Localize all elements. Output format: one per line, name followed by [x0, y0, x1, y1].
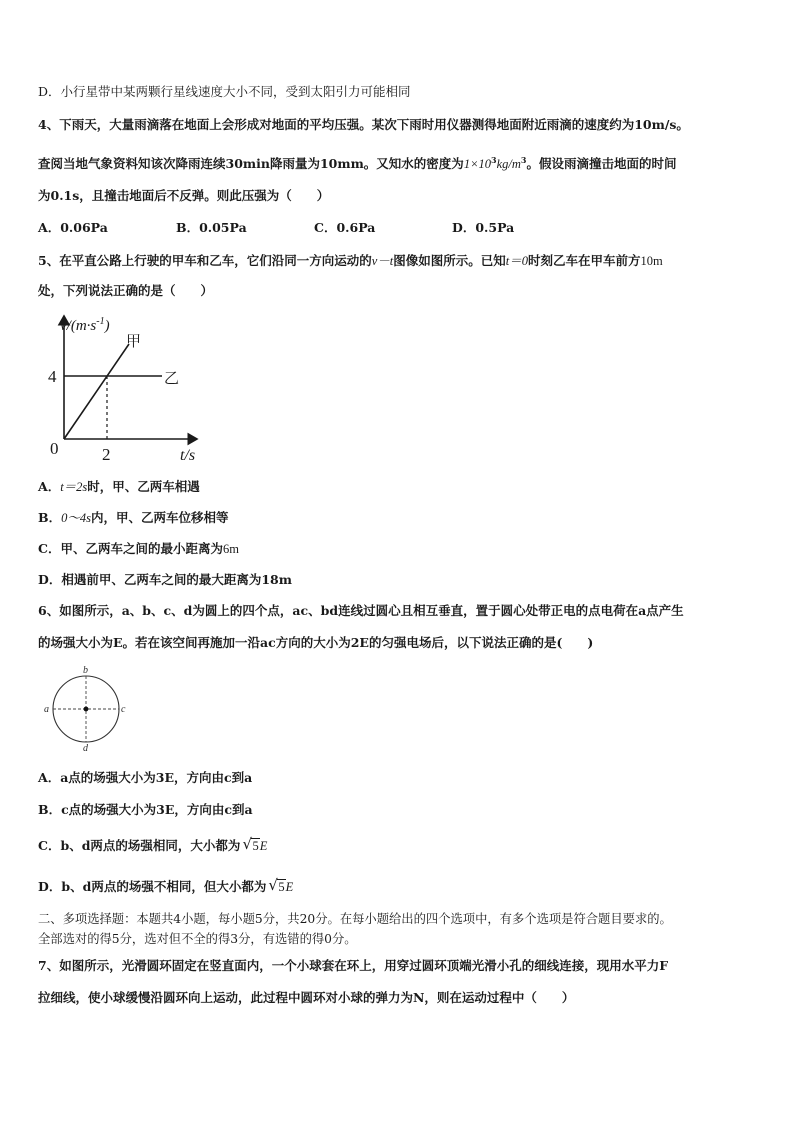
q4-density-base: 1×10 — [463, 157, 491, 172]
series-yi-label: 乙 — [164, 369, 180, 387]
q5-option-a — [38, 479, 200, 495]
origin-label: 0 — [50, 439, 59, 458]
section2-heading-line-2: 全部选对的得5分，选对但不全的得3分，有选错的得0分。 — [38, 932, 357, 946]
q5-vt: v－t — [371, 254, 394, 268]
label-a: a — [44, 704, 49, 715]
q5-vt-graph — [40, 308, 210, 468]
q5-option-b-prefix: B． — [38, 510, 62, 525]
q6-option-c-sqrt — [242, 838, 259, 854]
series-jia-label: 甲 — [126, 332, 142, 350]
q7-stem-line-1: 7、如图所示，光滑圆环固定在竖直面内，一个小球套在环上，用穿过圆环顶端光滑小孔的细线连接，现用水平力F — [38, 958, 669, 973]
q5-stem-line-1 — [38, 253, 663, 269]
q6-option-c-text: C．b、d两点的场强相同，大小都为 — [38, 838, 241, 853]
q4-option-d: D．0.5Pa — [452, 220, 515, 235]
series-jia-line — [64, 344, 129, 439]
q4-option-a: A．0.06Pa — [38, 220, 108, 235]
q5-option-b — [38, 510, 228, 526]
q4-option-c: C．0.6Pa — [314, 220, 376, 235]
q7-stem-line-2: 拉细线，使小球缓慢沿圆环向上运动，此过程中圆环对小球的弹力为N，则在运动过程中（ ） — [38, 990, 575, 1005]
q4-stem-line-2 — [38, 152, 676, 172]
q4-density-exp: 3 — [491, 155, 497, 165]
x-axis-label: t/s — [180, 447, 196, 464]
q5-stem-line-2: 处，下列说法正确的是（ ） — [38, 283, 214, 298]
q4-stem-line-2-a: 查阅当地气象资料知该次降雨连续30min降雨量为10mm。又知水的密度为 — [38, 156, 464, 172]
q5-option-c — [38, 541, 239, 557]
q5-option-c-math: 6m — [222, 542, 239, 556]
q6-option-c — [38, 838, 267, 854]
q4-density-unit-exp: 3 — [520, 155, 527, 165]
q5-dist: 10m — [640, 254, 663, 268]
q5-option-b-text: 内，甲、乙两车位移相等 — [90, 510, 229, 525]
x-tick-label: 2 — [102, 445, 111, 464]
q6-option-d-sqrt-value: 5 — [278, 880, 285, 894]
q6-option-b: B．c点的场强大小为3E，方向由c到a — [38, 802, 253, 817]
q5-stem-c: 时刻乙车在甲车前方 — [527, 253, 641, 268]
q6-option-d-text: D．b、d两点的场强不相同，但大小都为 — [38, 879, 267, 894]
q6-option-a: A．a点的场强大小为3E，方向由c到a — [38, 770, 253, 785]
y-tick-label: 4 — [48, 367, 57, 386]
label-c: c — [121, 704, 126, 715]
center-charge — [84, 707, 89, 712]
q5-t0: t＝0 — [505, 254, 528, 268]
q3-option-d: D．小行星带中某两颗行星线速度大小不同，受到太阳引力可能相同 — [38, 84, 411, 99]
label-d: d — [83, 743, 88, 754]
q5-option-a-prefix: A． — [38, 479, 61, 494]
q5-option-b-math: 0～4s — [61, 511, 91, 525]
q6-option-c-sqrt-value: 5 — [252, 839, 259, 853]
y-axis-label: $v/(m\cdot s^{-1})$ — [60, 316, 110, 334]
q4-stem-line-2-b: 。假设雨滴撞击地面的时间 — [526, 156, 677, 172]
q6-option-d-sqrt — [268, 879, 285, 895]
q4-stem-line-1: 4、下雨天，大量雨滴落在地面上会形成对地面的平均压强。某次下雨时用仪器测得地面附近雨滴的速度约为10m/s。 — [38, 117, 689, 132]
label-b: b — [83, 665, 88, 676]
q5-stem-a: 5、在平直公路上行驶的甲车和乙车，它们沿同一方向运动的 — [38, 253, 372, 268]
q5-stem-b: 图像如图所示。已知 — [393, 253, 506, 268]
q4-density-unit: kg/m — [496, 157, 521, 172]
q6-option-c-suffix: E — [259, 839, 268, 853]
section2-heading-line-1: 二、多项选择题：本题共4小题，每小题5分，共20分。在每小题给出的四个选项中，有多个选项是符合题目要求的。 — [38, 912, 672, 926]
q4-stem-line-3: 为0.1s，且撞击地面后不反弹。则此压强为（ ） — [38, 188, 330, 203]
q6-stem-line-1: 6、如图所示，a、b、c、d为圆上的四个点，ac、bd连线过圆心且相互垂直，置于圆心处带正电的点电荷在a点产生 — [38, 603, 684, 618]
q6-circle-diagram — [40, 664, 130, 754]
q6-option-d-suffix: E — [285, 880, 294, 894]
q5-option-d: D．相遇前甲、乙两车之间的最大距离为18m — [38, 572, 292, 587]
q4-option-b: B．0.05Pa — [176, 220, 247, 235]
q5-option-a-text: 时，甲、乙两车相遇 — [87, 479, 200, 494]
q5-option-c-text: C．甲、乙两车之间的最小距离为 — [38, 541, 223, 556]
q5-option-a-math: t＝2s — [60, 480, 88, 494]
q6-option-d — [38, 879, 293, 895]
q6-stem-line-2: 的场强大小为E。若在该空间再施加一沿ac方向的大小为2E的匀强电场后，以下说法正确的是( ) — [38, 635, 594, 650]
